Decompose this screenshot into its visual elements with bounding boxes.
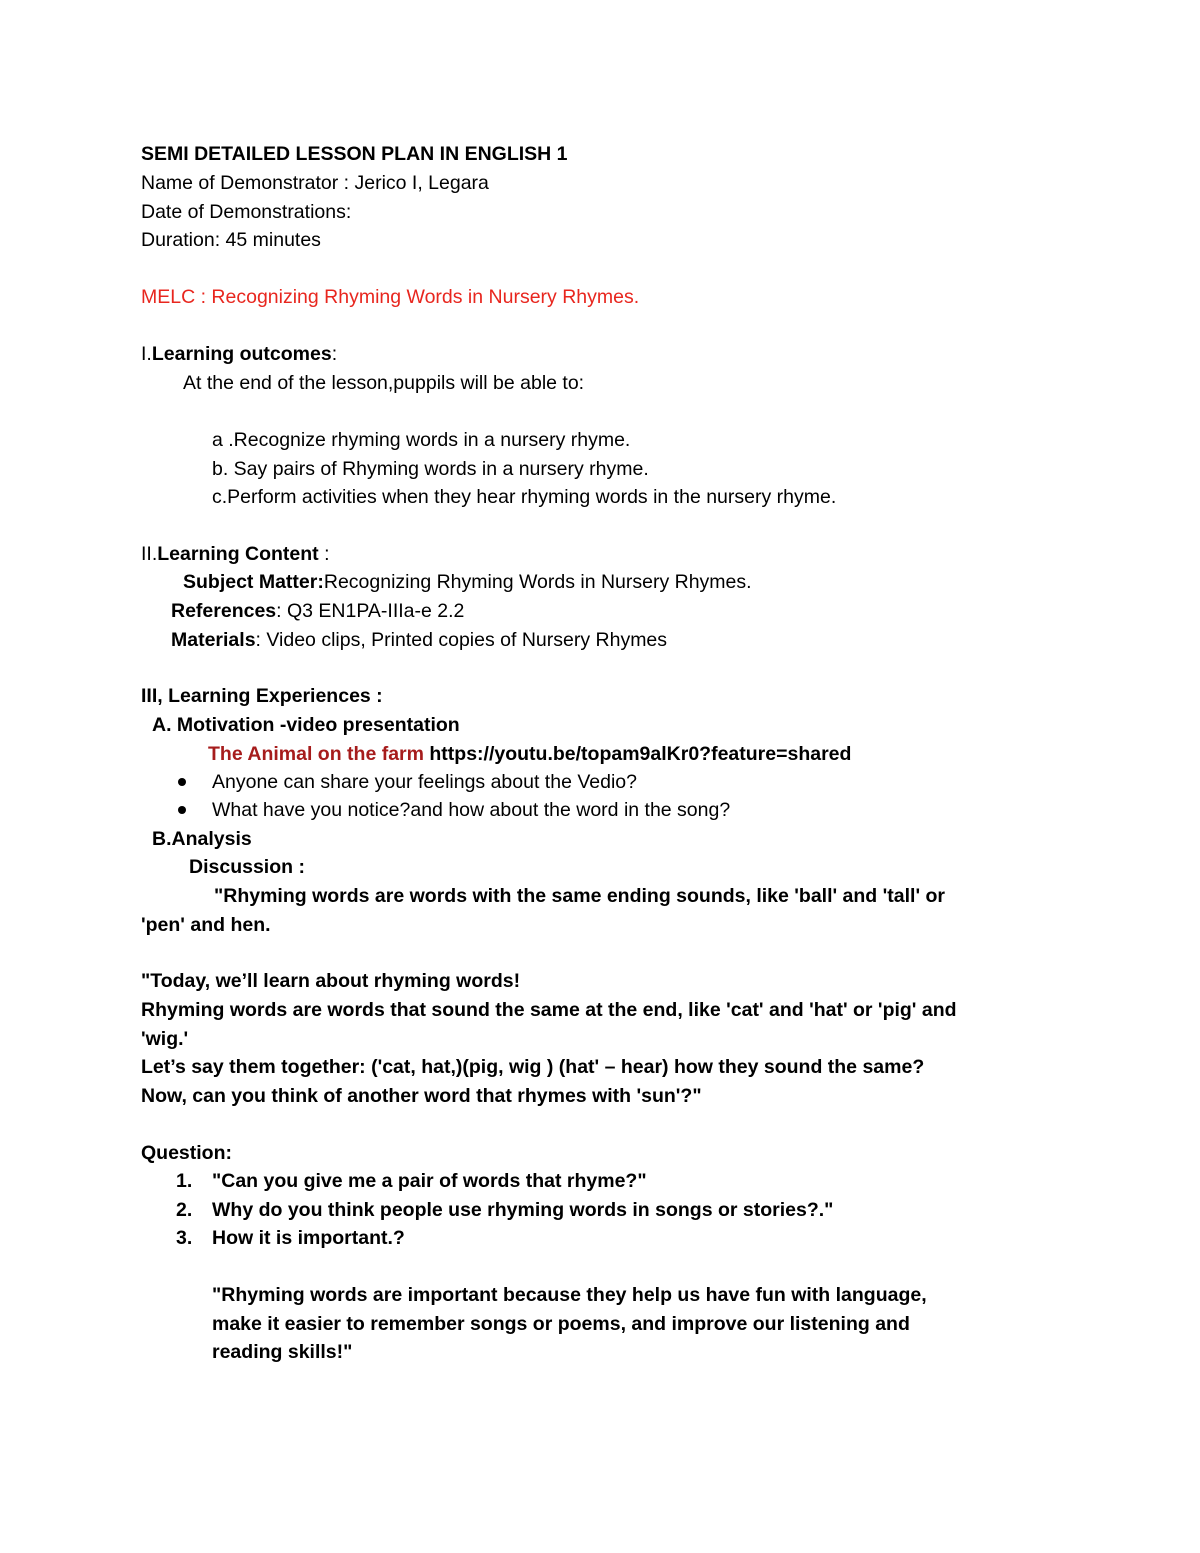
outcome-item-b: b. Say pairs of Rhyming words in a nursery rhyme. — [212, 458, 649, 480]
discussion-quote-line-2: 'pen' and hen. — [141, 914, 271, 936]
section2-suffix: : — [318, 543, 330, 565]
date-line: Date of Demonstrations: — [141, 201, 352, 223]
question-text-2: Why do you think people use rhyming words in songs or stories?." — [212, 1199, 834, 1221]
discussion-paragraph-line-3: 'wig.' — [141, 1028, 189, 1050]
question-label: Question: — [141, 1142, 232, 1164]
answer-line-2: make it easier to remember songs or poems, and improve our listening and — [212, 1313, 910, 1335]
outcomes-intro: At the end of the lesson,puppils will be able to: — [183, 372, 585, 394]
video-title: The Animal on the farm — [208, 743, 424, 765]
discussion-label: Discussion : — [189, 856, 305, 878]
section2-heading — [141, 542, 330, 566]
discussion-paragraph-line-2: Rhyming words are words that sound the same at the end, like 'cat' and 'hat' or 'pig' and — [141, 999, 957, 1021]
question-number-1: 1. — [176, 1170, 193, 1192]
section1-heading — [141, 342, 337, 366]
question-text-1: "Can you give me a pair of words that rhyme?" — [212, 1170, 647, 1192]
section1-title: Learning outcomes — [151, 343, 332, 365]
section2-prefix: II. — [141, 543, 158, 565]
video-line — [208, 742, 851, 766]
bullet-icon — [178, 778, 186, 786]
references-line — [171, 599, 464, 623]
section1-prefix: I. — [141, 343, 152, 365]
analysis-heading: B.Analysis — [152, 828, 252, 850]
references-value: : Q3 EN1PA-IIIa-e 2.2 — [276, 600, 465, 622]
subject-matter-value: Recognizing Rhyming Words in Nursery Rhymes. — [323, 571, 752, 593]
document-title: SEMI DETAILED LESSON PLAN IN ENGLISH 1 — [141, 143, 568, 165]
references-label: References — [171, 600, 277, 622]
bullet-icon — [178, 806, 186, 814]
question-number-2: 2. — [176, 1199, 193, 1221]
materials-value: : Video clips, Printed copies of Nursery Rhymes — [255, 629, 668, 651]
demonstrator-line: Name of Demonstrator : Jerico I, Legara — [141, 172, 489, 194]
video-link[interactable]: https://youtu.be/topam9alKr0?feature=shared — [429, 743, 852, 765]
materials-label: Materials — [171, 629, 256, 651]
motivation-question-2: What have you notice?and how about the word in the song? — [212, 799, 731, 821]
melc-line: MELC : Recognizing Rhyming Words in Nursery Rhymes. — [141, 286, 640, 308]
discussion-paragraph-line-4: Let’s say them together: ('cat, hat,)(pig, wig ) (hat' – hear) how they sound the same? — [141, 1056, 925, 1078]
subject-matter-label: Subject Matter: — [183, 571, 324, 593]
discussion-paragraph-line-5: Now, can you think of another word that rhymes with 'sun'?" — [141, 1085, 702, 1107]
question-number-3: 3. — [176, 1227, 193, 1249]
question-text-3: How it is important.? — [212, 1227, 405, 1249]
discussion-quote-line-1: "Rhyming words are words with the same ending sounds, like 'ball' and 'tall' or — [214, 885, 946, 907]
outcome-item-a: a .Recognize rhyming words in a nursery rhyme. — [212, 429, 631, 451]
section1-suffix: : — [331, 343, 338, 365]
answer-line-3: reading skills!" — [212, 1341, 353, 1363]
motivation-question-1: Anyone can share your feelings about the Vedio? — [212, 771, 637, 793]
outcome-item-c: c.Perform activities when they hear rhyming words in the nursery rhyme. — [212, 486, 837, 508]
section3-heading: III, Learning Experiences : — [141, 685, 383, 707]
materials-line — [171, 628, 667, 652]
motivation-heading: A. Motivation -video presentation — [152, 714, 460, 736]
subject-matter-line — [183, 570, 752, 594]
discussion-paragraph-line-1: "Today, we’ll learn about rhyming words! — [141, 970, 521, 992]
answer-line-1: "Rhyming words are important because they help us have fun with language, — [212, 1284, 927, 1306]
section2-title: Learning Content — [157, 543, 319, 565]
duration-line: Duration: 45 minutes — [141, 229, 321, 251]
